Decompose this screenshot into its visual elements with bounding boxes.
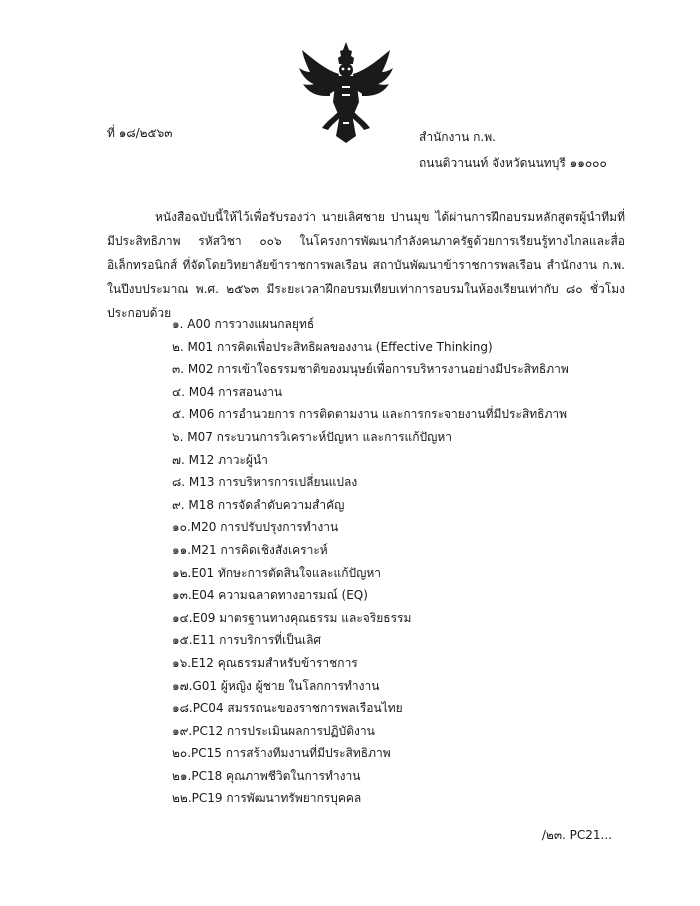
list-item: ๑๓.E04 ความฉลาดทางอารมณ์ (EQ) [172,588,368,603]
list-item: ๑. A00 การวางแผนกลยุทธ์ [172,317,315,331]
list-item: ๑๗.G01 ผู้หญิง ผู้ชาย ในโลกการทำงาน [172,678,380,693]
list-item: ๑๐.M20 การปรับปรุงการทำงาน [172,520,339,535]
certification-paragraph [107,205,625,325]
list-item: ๘. M13 การบริหารการเปลี่ยนแปลง [172,475,358,490]
list-item: ๕. M06 การอำนวยการ การติดตามงาน และการกระจายงานที่มีประสิทธิภาพ [172,407,568,422]
list-item: ๔. M04 การสอนงาน [172,384,283,399]
list-item: ๖. M07 กระบวนการวิเคราะห์ปัญหา และการแก้ปัญหา [172,429,453,444]
office-name: สำนักงาน ก.พ. [419,130,496,144]
continuation-marker: /๒๓. PC21... [541,828,612,842]
list-item: ๒๐.PC15 การสร้างทีมงานที่มีประสิทธิภาพ [172,746,391,761]
list-item: ๑๒.E01 ทักษะการตัดสินใจและแก้ปัญหา [172,565,382,580]
list-item: ๙. M18 การจัดลำดับความสำคัญ [172,497,345,512]
list-item: ๑๔.E09 มาตรฐานทางคุณธรรม และจริยธรรม [172,610,412,625]
list-item: ๒๑.PC18 คุณภาพชีวิตในการทำงาน [172,768,361,783]
list-item: ๗. M12 ภาวะผู้นำ [172,452,268,467]
office-address: ถนนติวานนท์ จังหวัดนนทบุรี ๑๑๐๐๐ [419,156,607,170]
document-number: ที่ ๑๘/๒๕๖๓ [107,126,173,140]
list-item: ๑๑.M21 การคิดเชิงสังเคราะห์ [172,542,328,557]
list-item: ๒๒.PC19 การพัฒนาทรัพยากรบุคคล [172,791,362,806]
list-item: ๑๕.E11 การบริการที่เป็นเลิศ [172,633,322,648]
list-item: ๑๖.E12 คุณธรรมสำหรับข้าราชการ [172,655,358,670]
list-item: ๑๙.PC12 การประเมินผลการปฏิบัติงาน [172,723,375,738]
issuing-office [419,124,607,176]
paragraph-text: หนังสือฉบับนี้ให้ไว้เพื่อรับรองว่า นายเลิศชาย ปานมุข ได้ผ่านการฝึกอบรมหลักสูตรผู้นำทีมที่มีประสิทธิภาพ รหัสวิชา ๐๐๖ ในโครงการพัฒนากำลังคนภาครัฐด้วยการเรียนรู้ทางไกลและสื่ออิเล็กทรอนิกส์ ที่จัดโดยวิทยาลัยข้าราชการพลเรือน สถาบันพัฒนาข้าราชการพลเรือน สำนักงาน ก.พ. ในปีงบประมาณ พ.ศ. ๒๕๖๓ มีระยะเวลาฝึกอบรมเทียบเท่าการอบรมในห้องเรียนเท่ากับ ๘๐ ชั่วโมง ประกอบด้วย [107,210,625,320]
list-item: ๓. M02 การเข้าใจธรรมชาติของมนุษย์เพื่อการบริหารงานอย่างมีประสิทธิภาพ [172,362,569,377]
course-list [172,313,569,810]
list-item: ๒. M01 การคิดเพื่อประสิทธิผลของงาน (Effective Thinking) [172,339,493,354]
list-item: ๑๘.PC04 สมรรถนะของราชการพลเรือนไทย [172,701,403,716]
garuda-emblem-icon [296,40,396,143]
